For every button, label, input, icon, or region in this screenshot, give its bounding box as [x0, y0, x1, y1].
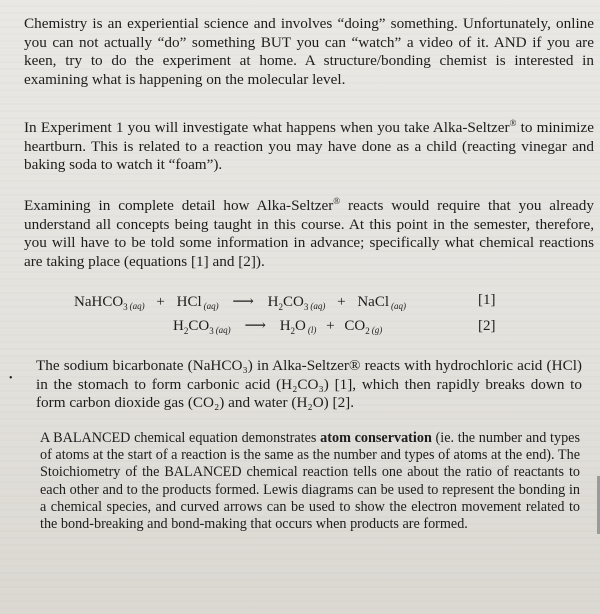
paragraph-balanced-text-a: A BALANCED chemical equation demonstrates — [40, 430, 321, 446]
eq1-product-1-b: CO — [283, 294, 304, 310]
eq1-reactant-2: HCl — [176, 294, 202, 310]
eq2-product-1-b: O — [295, 318, 306, 334]
eq1-reactant-1: NaHCO — [74, 294, 124, 310]
eq2-product-1-state: (l) — [307, 325, 317, 335]
eq1-product-2-state: (aq) — [391, 301, 406, 311]
paragraph-examining — [24, 192, 594, 271]
paragraph-examining-text-b: reacts would require that you already understand all concepts being taught in this course. At this point in the semester, therefore, you will have to be told some information in advance; specifically what chemical reactions are taking place (equations [1] and [2]). — [24, 197, 594, 270]
eq1-plus-2: + — [337, 294, 346, 310]
eq1-product-1-state: (aq) — [310, 301, 326, 311]
paragraph-balanced-text-b: (ie. the number and types of atoms at the start of a reaction is the same as the number and types of atoms at the end). The Stoichiometry of the BALANCED chemical reaction tells one about the ratio of reactants to each other and to the products formed. Lewis diagrams can be used to represent the bonding in a chemical species, and curved arrows can be used to show the electron movement related to the bond-breaking and bond-making that occurs when products are formed. — [40, 430, 580, 533]
equation-2-number: [2] — [478, 318, 496, 334]
eq2-product-2-state: (g) — [371, 325, 383, 335]
paragraph-experiment-text-b: to minimize heartburn. This is related to a reaction you may have done as a child (reacting vinegar and baking soda to watch it “foam”). — [24, 119, 594, 174]
registered-mark: ® — [509, 118, 517, 128]
eq1-arrow: ⟶ — [232, 294, 254, 310]
paragraph-intro-text: Chemistry is an experiential science and involves “doing” something. Unfortunately, online you can not actually “do” something BUT you can “watch” a video of it. AND if you are keen, try to do the experiment at home. A structure/bonding chemist is interested in examining what is happening on the molecular level. — [24, 15, 594, 88]
eq2-product-1-subscript: 2 — [290, 326, 296, 336]
eq1-product-1-subscript-b: 3 — [303, 302, 309, 312]
paragraph-experiment — [24, 114, 594, 175]
eq2-plus: + — [326, 318, 335, 334]
eq2-reactant-subscript-a: 2 — [183, 326, 189, 336]
margin-dot: • — [9, 373, 13, 384]
paragraph-bicarbonate — [36, 357, 582, 413]
eq2-reactant-state: (aq) — [215, 325, 231, 335]
paragraph-examining-text-a: Examining in complete detail how Alka-Seltzer — [24, 197, 334, 215]
equation-1-number: [1] — [478, 292, 496, 308]
atom-conservation-term: atom conservation — [320, 430, 432, 446]
paragraph-bicarbonate-text: The sodium bicarbonate (NaHCO₃) in Alka-Seltzer® reacts with hydrochloric acid (HCl) in the stomach to form carbonic acid (H₂CO₃) [1], which then rapidly breaks down to form carbon dioxide gas (CO₂) and water (H₂O) [2]. — [36, 357, 582, 412]
registered-mark: ® — [333, 196, 341, 206]
eq1-product-1-subscript-a: 2 — [278, 302, 284, 312]
eq1-plus-1: + — [156, 294, 165, 310]
paragraph-intro — [24, 15, 594, 89]
eq2-arrow: ⟶ — [244, 318, 266, 334]
eq2-product-1: H — [279, 318, 291, 334]
paragraph-balanced — [40, 430, 580, 533]
eq2-product-2: CO — [344, 318, 366, 334]
eq2-reactant-subscript-b: 3 — [209, 326, 214, 336]
eq1-reactant-1-state: (aq) — [129, 301, 145, 311]
eq1-product-1: H — [267, 294, 279, 310]
equation-1 — [74, 292, 406, 312]
equation-2 — [173, 316, 382, 336]
paragraph-experiment-text-a: In Experiment 1 you will investigate what happens when you take Alka-Seltzer — [24, 119, 510, 137]
eq2-reactant: H — [173, 318, 184, 334]
eq2-reactant-b: CO — [188, 318, 210, 334]
eq1-reactant-2-state: (aq) — [203, 301, 219, 311]
eq1-product-2: NaCl — [357, 294, 389, 310]
eq1-reactant-1-subscript: 3 — [123, 302, 128, 312]
eq2-product-2-subscript: 2 — [365, 326, 370, 336]
